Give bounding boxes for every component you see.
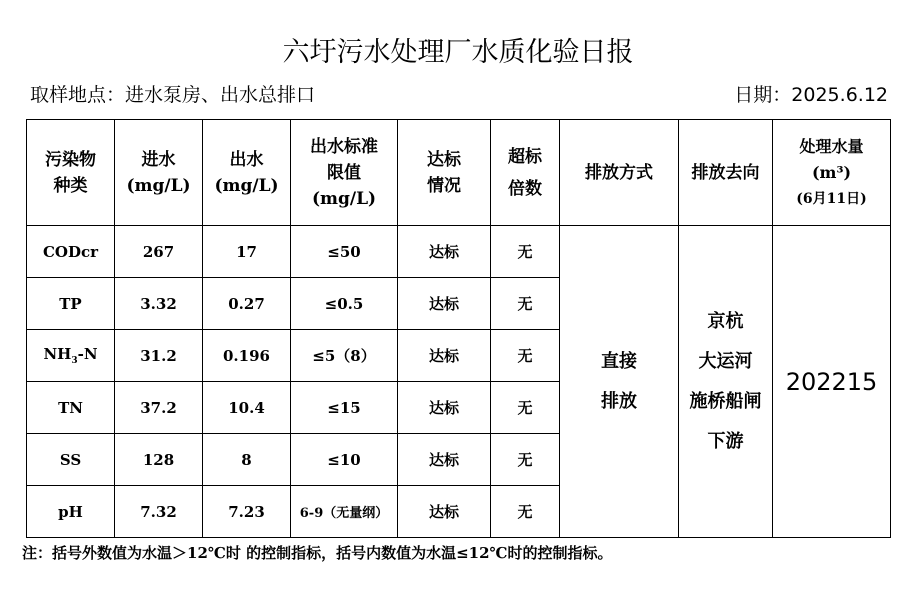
limit-value: ≤50 [291, 226, 398, 278]
header-influent: 进水 (mg/L) [115, 120, 203, 226]
status-value: 达标 [398, 330, 491, 382]
limit-value: 6-9（无量纲） [291, 486, 398, 538]
influent-value: 7.32 [115, 486, 203, 538]
limit-value: ≤5（8） [291, 330, 398, 382]
header-discharge-method: 排放方式 [560, 120, 679, 226]
influent-value: 267 [115, 226, 203, 278]
header-exceed: 超标 倍数 [491, 120, 560, 226]
exceed-value: 无 [491, 226, 560, 278]
header-discharge-destination: 排放去向 [679, 120, 773, 226]
effluent-value: 7.23 [203, 486, 291, 538]
exceed-value: 无 [491, 278, 560, 330]
pollutant-name: CODcr [27, 226, 115, 278]
pollutant-name: TP [27, 278, 115, 330]
status-value: 达标 [398, 434, 491, 486]
limit-value: ≤0.5 [291, 278, 398, 330]
status-value: 达标 [398, 382, 491, 434]
status-value: 达标 [398, 486, 491, 538]
effluent-value: 10.4 [203, 382, 291, 434]
discharge-destination-cell: 京杭 大运河 施桥船闸 下游 [679, 226, 773, 538]
report-title: 六圩污水处理厂水质化验日报 [282, 37, 634, 68]
table-row [27, 226, 891, 278]
effluent-value: 8 [203, 434, 291, 486]
footnote: 注：括号外数值为水温＞12℃时 的控制指标，括号内数值为水温≤12℃时的控制指标。 [22, 544, 613, 562]
effluent-value: 0.196 [203, 330, 291, 382]
header-pollutant: 污染物 种类 [27, 120, 115, 226]
sampling-location: 取样地点：进水泵房、出水总排口 [30, 84, 316, 106]
report-date: 日期：2025.6.12 [734, 84, 888, 106]
header-effluent: 出水 (mg/L) [203, 120, 291, 226]
volume-value: 202215 [773, 226, 891, 538]
exceed-value: 无 [491, 486, 560, 538]
effluent-value: 0.27 [203, 278, 291, 330]
header-volume: 处理水量 (m³) (6月11日) [773, 120, 891, 226]
pollutant-name: $NH_3-N$ [27, 330, 115, 382]
influent-value: 37.2 [115, 382, 203, 434]
status-value: 达标 [398, 226, 491, 278]
exceed-value: 无 [491, 330, 560, 382]
pollutant-name: TN [27, 382, 115, 434]
effluent-value: 17 [203, 226, 291, 278]
pollutant-name: SS [27, 434, 115, 486]
water-quality-table [26, 119, 891, 538]
influent-value: 31.2 [115, 330, 203, 382]
header-row [27, 120, 891, 226]
exceed-value: 无 [491, 434, 560, 486]
influent-value: 3.32 [115, 278, 203, 330]
limit-value: ≤10 [291, 434, 398, 486]
exceed-value: 无 [491, 382, 560, 434]
influent-value: 128 [115, 434, 203, 486]
limit-value: ≤15 [291, 382, 398, 434]
header-limit: 出水标准 限值 (mg/L) [291, 120, 398, 226]
status-value: 达标 [398, 278, 491, 330]
pollutant-name: pH [27, 486, 115, 538]
discharge-method-cell: 直接 排放 [560, 226, 679, 538]
header-status: 达标 情况 [398, 120, 491, 226]
